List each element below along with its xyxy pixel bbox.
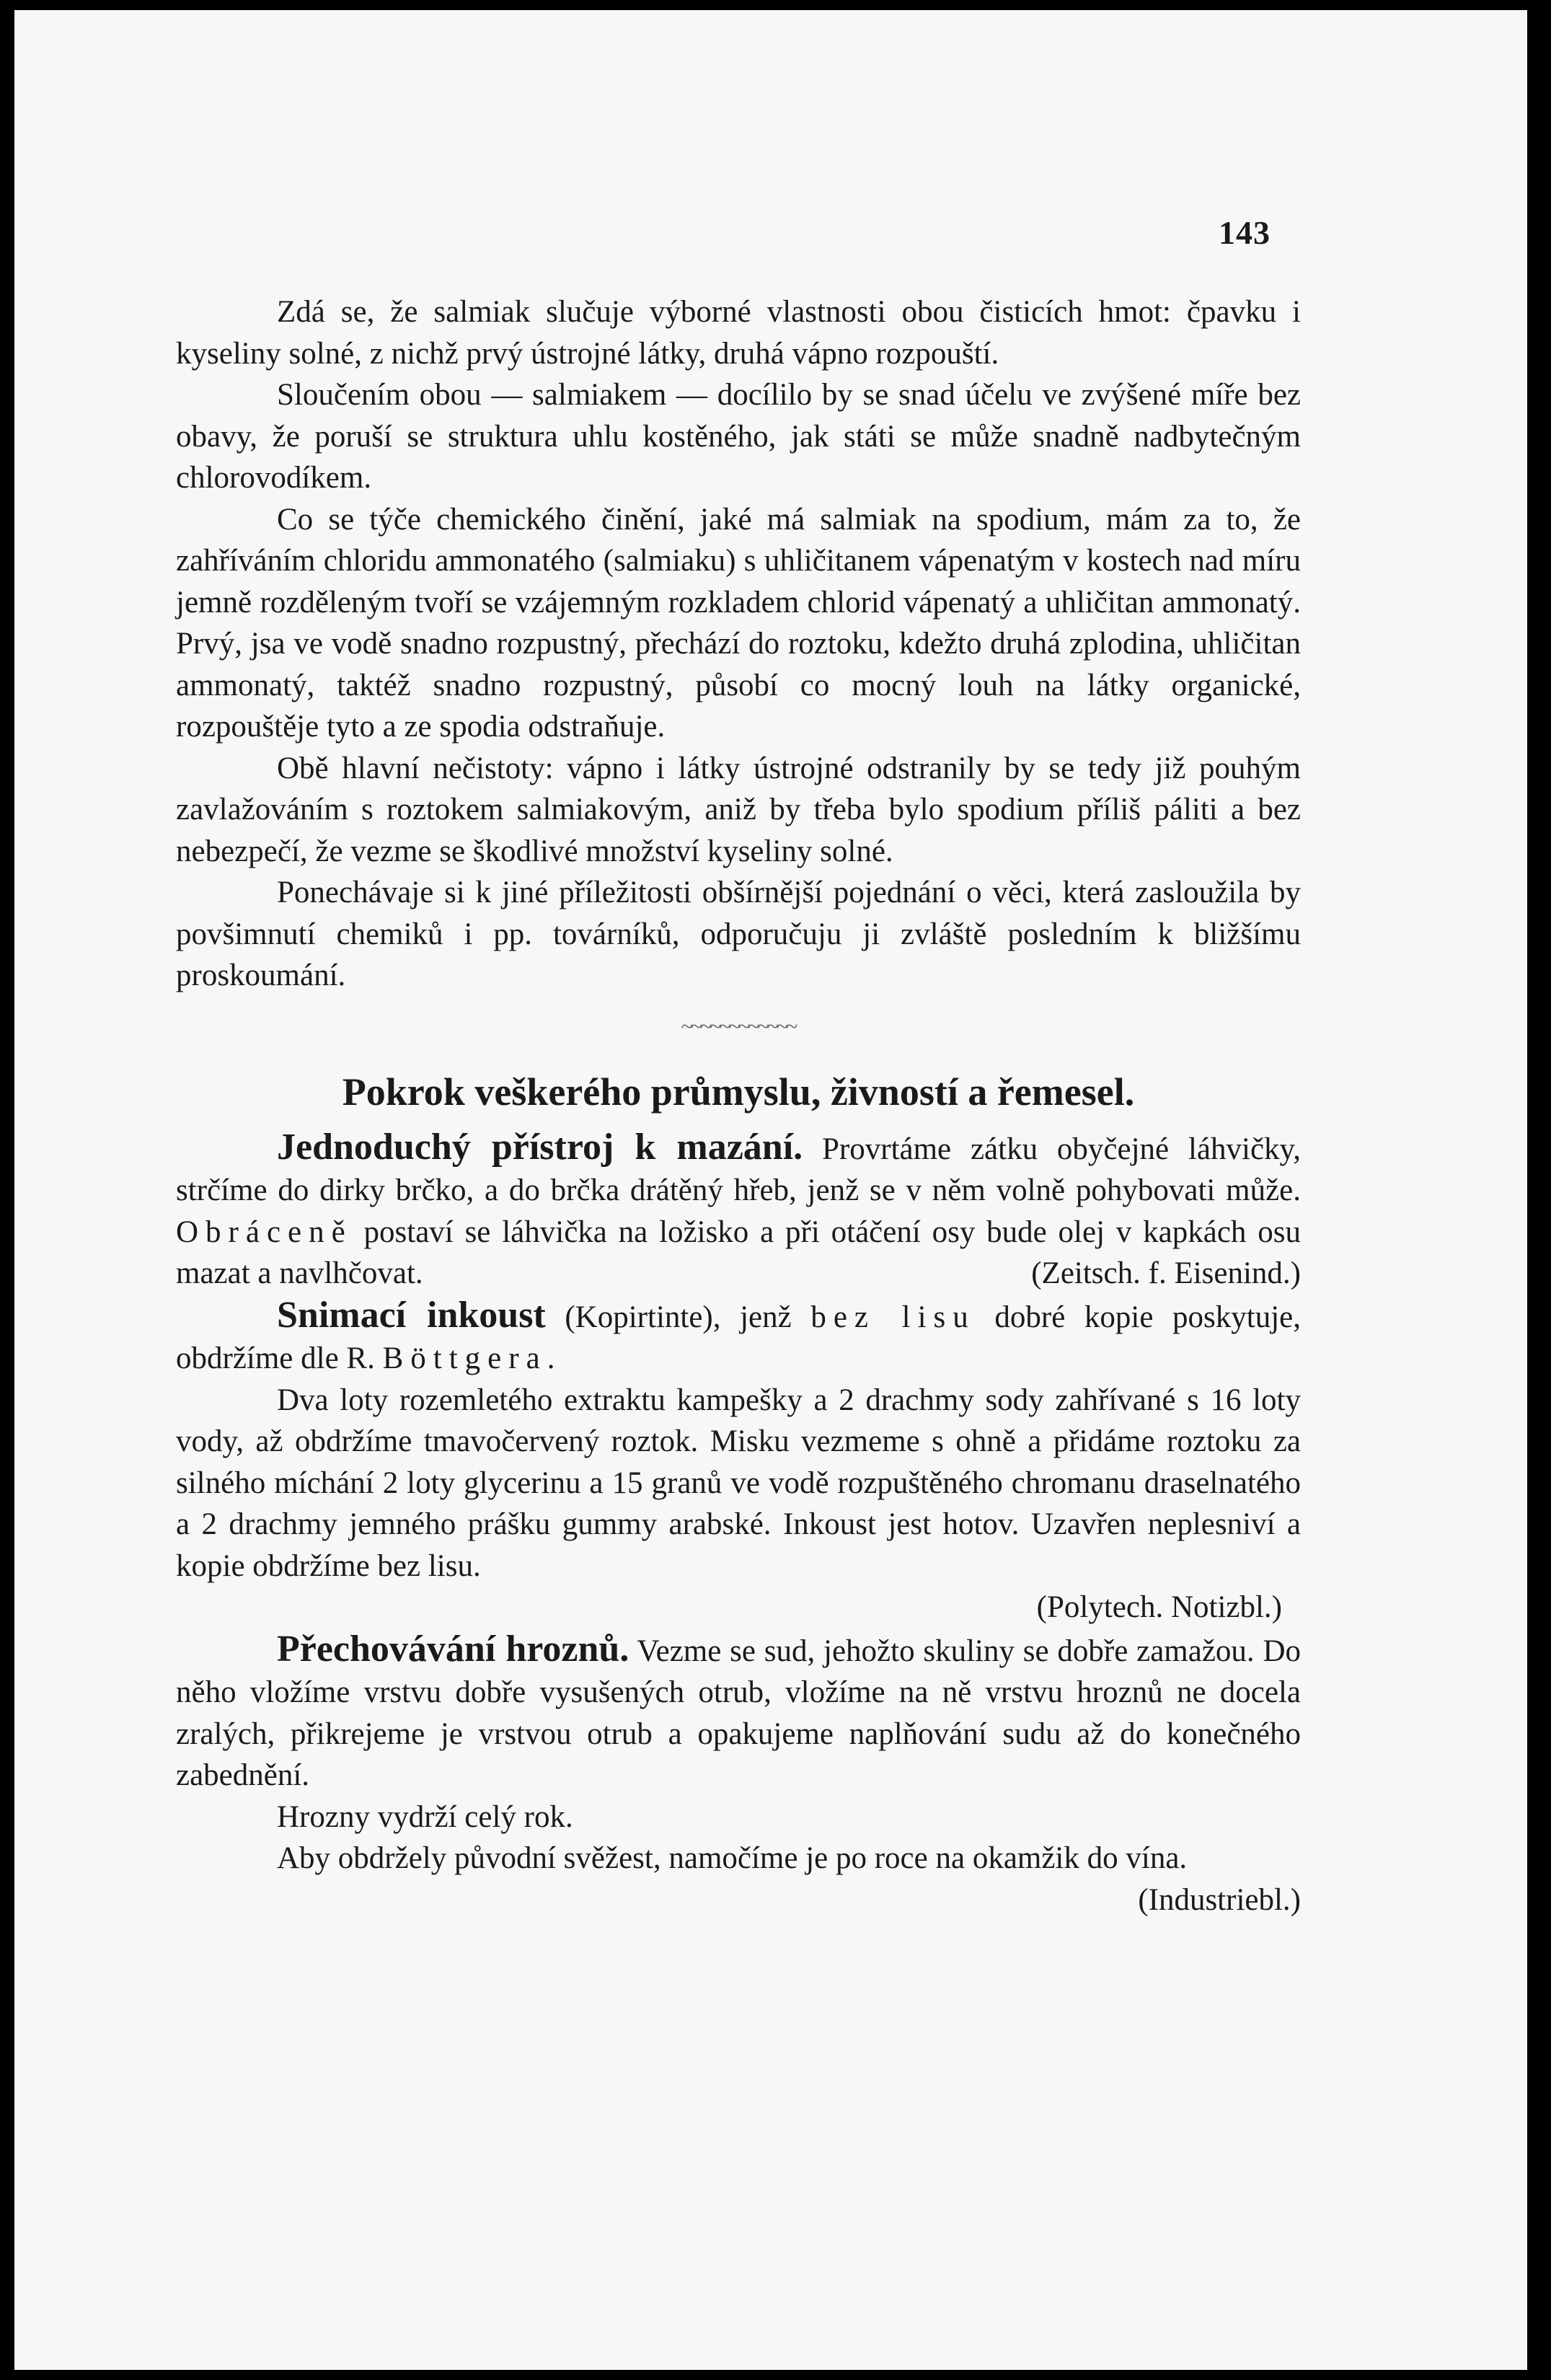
item-ink-title: Snimací inkoust [277,1294,546,1336]
item-ink-text-a: (Kopirtinte), jenž [545,1300,811,1334]
section-title: Pokrok veškerého průmyslu, živností a řemesel. [342,1070,1135,1114]
paragraph-3: Co se týče chemického činění, jaké má salmiak na spodium, mám za to, že zahříváním chloridu ammonatého (salmiaku) s uhličitanem vápenatým v kostech nad míru jemně rozděleným tvoří se vzájemným rozkladem chlorid vápenatý a uhličitan ammonatý. Prvý, jsa ve vodě snadno rozpustný, přechází do roztoku, kdežto druhá zplodina, uhličitan ammonatý, taktéž snadno rozpustný, působí co mocný louh na látky organické, rozpouštěje tyto a ze spodia odstraňuje. [176,502,1301,744]
item-grapes [176,1628,1301,1797]
paragraph-5: Ponechávaje si k jiné příležitosti obšírnější pojednání o věci, která zasloužila by povšimnutí chemiků i pp. továrníků, odporučuju ji zvláště posledním k bližšímu proskoumání. [176,876,1301,992]
item-grapes-text-a: Vezme se sud, jehožto skuliny se dobře zamažou. Do něho vložíme vrstvu dobře vysušených otrub, vložíme na ně vrstvu hroznů ne docela zralých, přikrejeme je vrstvou otrub a opakujeme naplňování sudu až do konečného zabednění. [176,1634,1301,1792]
item-grapes-paragraph-3 [176,1838,1301,1917]
item-ink-spaced-2: Böttgera [382,1341,547,1375]
item-grapes-source: (Industriebl.) [1138,1882,1301,1917]
item-lubricator-text-b: postaví se láhvička na ložisko a při otáčení osy bude olej v kapkách osu mazat a navlhčovat. [176,1215,1301,1290]
item-ink [176,1295,1301,1380]
ornament-divider: ~~~~~~~~~~~~ [681,1014,796,1039]
page-text [176,291,1301,1921]
item-grapes-paragraph-2: Hrozny vydrží celý rok. [277,1799,573,1834]
item-lubricator-source: (Zeitsch. f. Eisenind.) [1031,1256,1301,1290]
book-page [14,10,1527,2370]
item-lubricator-text-a: Provrtáme zátku obyčejné láhvičky, strčíme do dirky brčko, a do brčka drátěný hřeb, jenž se v něm volně pohybovati může. [176,1132,1301,1207]
item-lubricator-spaced: Obráceně [176,1215,353,1249]
item-ink-paragraph-2: Dva loty rozemletého extraktu kampešky a 2 drachmy sody zahřívané s 16 loty vody, až obdržíme tmavočervený roztok. Misku vezmeme s ohně a přidáme roztoku za silného míchání 2 loty glycerinu a 15 granů ve vodě rozpuštěného chromanu draselnatého a 2 drachmy jemného prášku gummy arabské. Inkoust jest hotov. Uzavřen neplesniví a kopie obdržíme bez lisu. [176,1383,1301,1583]
item-lubricator [176,1127,1301,1295]
item-ink-source: (Polytech. Notizbl.) [1036,1590,1282,1624]
item-grapes-title: Přechovávání hroznů. [277,1628,629,1670]
paragraph-2: Sloučením obou — salmiakem — docílilo by se snad účelu ve zvýšené míře bez obavy, že poruší se struktura uhlu kostěného, jak státi se může snadně nadbytečným chlorovodíkem. [176,378,1301,495]
item-ink-text-b: dobré kopie poskytuje, obdržíme dle R. [176,1300,1301,1375]
item-lubricator-title: Jednoduchý přístroj k mazání. [277,1126,803,1168]
paragraph-4: Obě hlavní nečistoty: vápno i látky ústrojné odstranily by se tedy již pouhým zavlažováním s roztokem salmiakovým, aniž by třeba bylo spodium příliš páliti a bez nebezpečí, že vezme se škodlivé množství kyseliny solné. [176,751,1301,868]
paragraph-1: Zdá se, že salmiak slučuje výborné vlastnosti obou čisticích hmot: čpavku i kyseliny solné, z nichž prvý ústrojné látky, druhá vápno rozpouští. [176,295,1301,371]
item-ink-spaced-1: bez lisu [810,1300,976,1334]
page-number: 143 [1219,214,1271,251]
item-ink-text-c: . [547,1341,555,1375]
item-grapes-paragraph-3-text: Aby obdržely původní svěžest, namočíme je po roce na okamžik do vína. [277,1841,1188,1875]
